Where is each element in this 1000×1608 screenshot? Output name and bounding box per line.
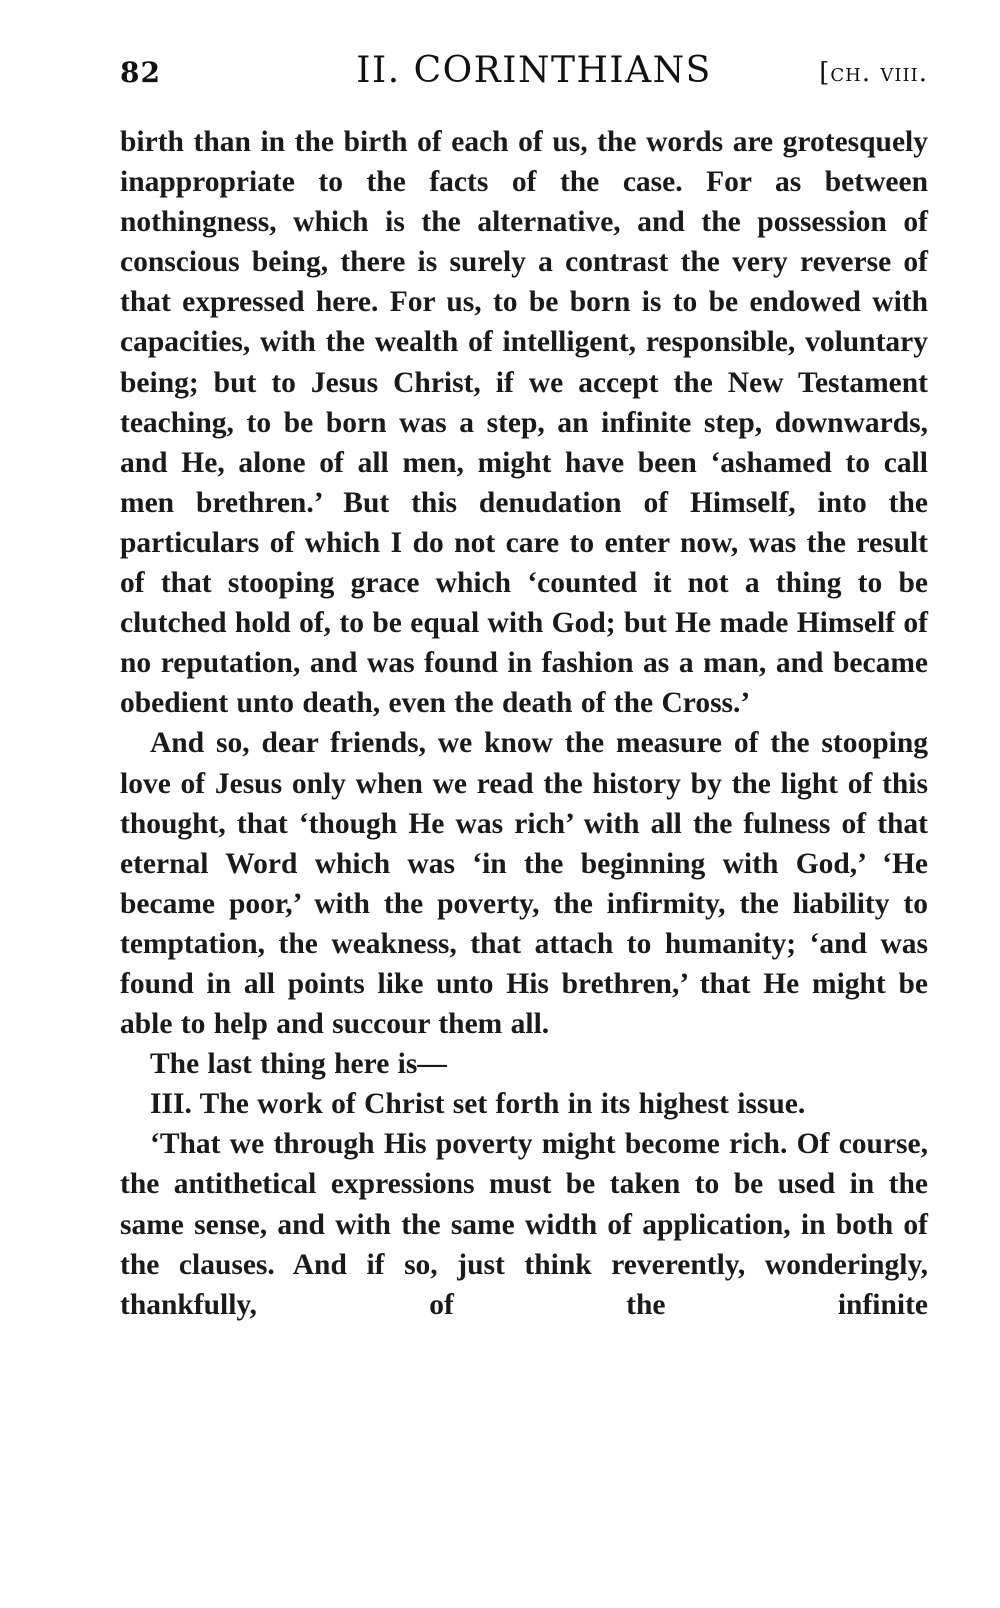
section-heading: III. The work of Christ set forth in its highest issue. [150,1088,806,1121]
paragraph-continued: birth than in the birth of each of us, the words are grotesquely inappropriate to the facts of the case. For as between nothingness, which is the alternative, and the possession of conscious being, there is surely a contrast the very reverse of that expressed here. For us, to be born is to be endowed with capacities, with the wealth of intelligent, responsible, voluntary being; but to Jesus Christ, if we accept the New Testament teaching, to be born was a step, an infinite step, downwards, and He, alone of all men, might have been ‘ashamed to call men brethren.’ But this denudation of Himself, into the particulars of which I do not care to enter now, was the result of that stooping grace which ‘counted it not a thing to be clutched hold of, to be equal with God; but He made Himself of no reputation, and was found in fashion as a man, and became obedient unto death, even the death of the Cross.’ [120,126,928,720]
page-header [120,50,928,100]
paragraph: ‘That we through His poverty might become rich. Of course, the antithetical expressions must be taken to be used in the same sense, and with the same width of application, in both of the clauses. And if so, just think reverently, wonderingly, thankfully, of the infinite [120,1128,928,1321]
paragraph: And so, dear friends, we know the measure of the stooping love of Jesus only when we read the history by the light of this thought, that ‘though He was rich’ with all the fulness of that eternal Word which was ‘in the beginning with God,’ ‘He became poor,’ with the poverty, the infirmity, the liability to temptation, the weakness, that attach to humanity; ‘and was found in all points like unto His brethren,’ that He might be able to help and succour them all. [120,727,928,1041]
running-title: II. CORINTHIANS [356,50,712,91]
body-text [120,122,928,1325]
chapter-reference: [ch. viii. [819,58,928,88]
page-number: 82 [120,56,161,89]
paragraph: The last thing here is— [150,1048,447,1081]
